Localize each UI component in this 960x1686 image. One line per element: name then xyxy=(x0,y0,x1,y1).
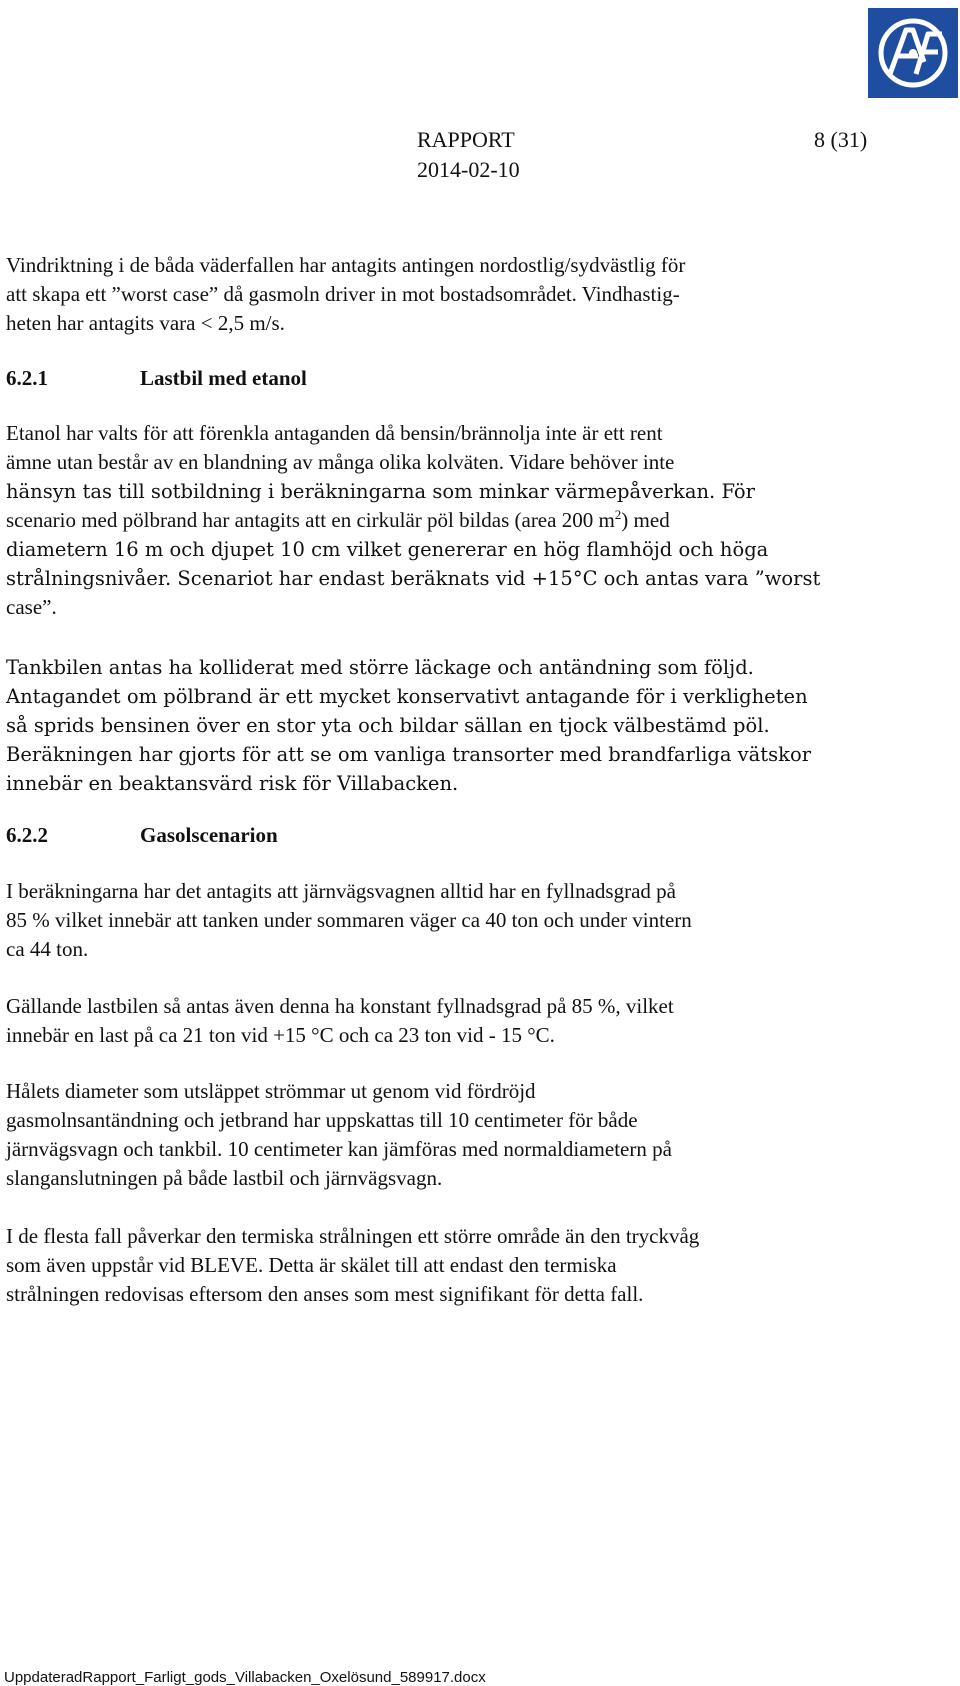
text-line: strålningsnivåer. Scenariot har endast beräknats vid +15°C och antas vara ”worst xyxy=(6,567,821,590)
text-line: gasmolnsantändning och jetbrand har uppskattas till 10 centimeter för både xyxy=(6,1108,638,1132)
text-line: som även uppstår vid BLEVE. Detta är skälet till att endast den termiska xyxy=(6,1253,617,1277)
text-line: Hålets diameter som utsläppet strömmar ut genom vid fördröjd xyxy=(6,1079,536,1103)
text-line: heten har antagits vara < 2,5 m/s. xyxy=(6,311,285,335)
text-line: case”. xyxy=(6,595,57,619)
text-line: Vindriktning i de båda väderfallen har antagits antingen nordostlig/sydvästlig för xyxy=(6,253,686,277)
gas-paragraph xyxy=(6,1222,906,1309)
text-line: hänsyn tas till sotbildning i beräkningarna som minkar värmepåverkan. För xyxy=(6,480,755,503)
text-line: järnvägsvagn och tankbil. 10 centimeter kan jämföras med normaldiametern på xyxy=(6,1137,672,1161)
text-line: Beräkningen har gjorts för att se om vanliga transorter med brandfarliga vätskor xyxy=(6,743,812,766)
text-line: Antagandet om pölbrand är ett mycket konservativt antagande för i verkligheten xyxy=(6,685,808,708)
section-heading-621 xyxy=(6,364,307,393)
gas-paragraph xyxy=(6,1077,906,1193)
gas-paragraph xyxy=(6,992,906,1050)
wind-paragraph xyxy=(6,251,906,338)
af-logo-icon xyxy=(868,8,958,98)
text-line: att skapa ett ”worst case” då gasmoln driver in mot bostadsområdet. Vindhastig- xyxy=(6,282,680,306)
text-line: slanganslutningen på både lastbil och järnvägsvagn. xyxy=(6,1166,443,1190)
text-line: ca 44 ton. xyxy=(6,937,89,961)
superscript: 2 xyxy=(614,507,622,522)
text-line: innebär en beaktansvärd risk för Villabacken. xyxy=(6,772,459,795)
text-line: I beräkningarna har det antagits att järnvägsvagnen alltid har en fyllnadsgrad på xyxy=(6,879,676,903)
section-number: 6.2.1 xyxy=(6,366,48,390)
footer-filename: UppdateradRapport_Farligt_gods_Villabacken_Oxelösund_589917.docx xyxy=(4,1669,486,1686)
text-line: Etanol har valts för att förenkla antaganden då bensin/brännolja inte är ett rent xyxy=(6,421,663,445)
text-line: innebär en last på ca 21 ton vid +15 °C och ca 23 ton vid - 15 °C. xyxy=(6,1023,555,1047)
section-number: 6.2.2 xyxy=(6,823,48,847)
text-line xyxy=(6,506,906,535)
tank-paragraph xyxy=(6,653,906,798)
text-line: 85 % vilket innebär att tanken under sommaren väger ca 40 ton och under vintern xyxy=(6,908,692,932)
section-title: Lastbil med etanol xyxy=(140,366,307,390)
report-date: 2014-02-10 xyxy=(417,157,520,182)
text-line: Gällande lastbilen så antas även denna ha konstant fyllnadsgrad på 85 %, vilket xyxy=(6,994,674,1018)
text-line: strålningen redovisas eftersom den anses som mest signifikant för detta fall. xyxy=(6,1282,644,1306)
ethanol-paragraph xyxy=(6,419,906,622)
gas-paragraph xyxy=(6,877,906,964)
section-heading-622 xyxy=(6,821,278,850)
text-line: ämne utan består av en blandning av många olika kolväten. Vidare behöver inte xyxy=(6,450,675,474)
section-title: Gasolscenarion xyxy=(140,823,278,847)
text-segment: ) med xyxy=(621,508,670,532)
text-line: så sprids bensinen över en stor yta och bildar sällan en tjock välbestämd pöl. xyxy=(6,714,770,737)
text-line: diametern 16 m och djupet 10 cm vilket genererar en hög flamhöjd och höga xyxy=(6,538,769,561)
report-type: RAPPORT xyxy=(417,127,515,152)
page-number: 8 (31) xyxy=(814,127,868,152)
text-segment: scenario med pölbrand har antagits att en cirkulär pöl bildas (area 200 m xyxy=(6,508,615,532)
text-line: Tankbilen antas ha kolliderat med större läckage och antändning som följd. xyxy=(6,656,754,679)
text-line: I de flesta fall påverkar den termiska strålningen ett större område än den tryckvåg xyxy=(6,1224,700,1248)
